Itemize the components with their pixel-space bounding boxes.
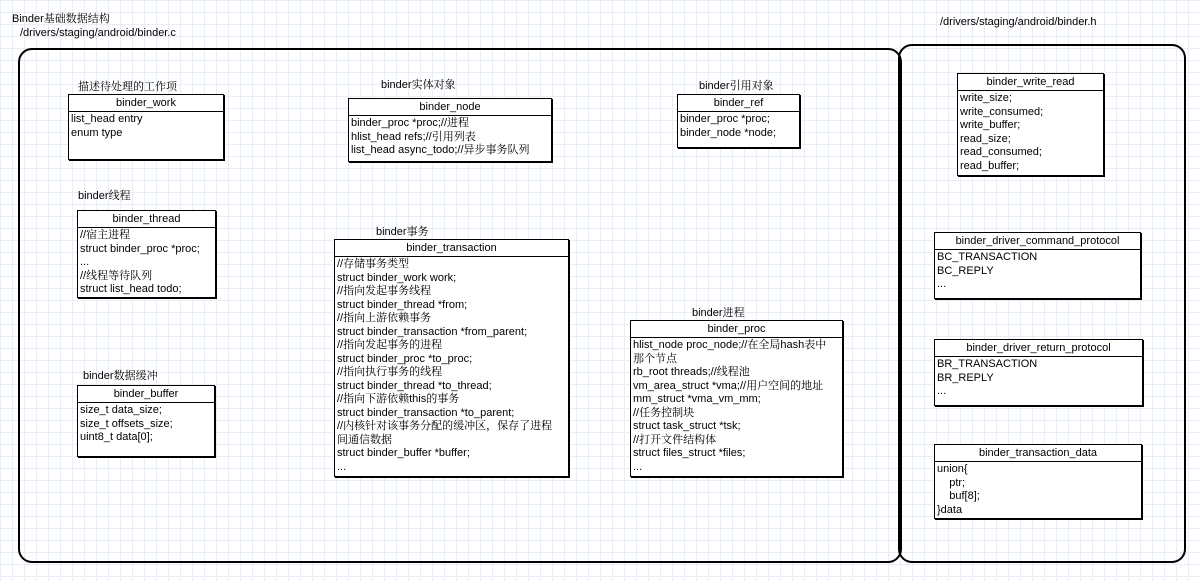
binder-transaction-data-fields <box>935 462 1141 518</box>
field-line: //指向上游依赖事务 <box>337 312 432 324</box>
field-line: read_consumed; <box>960 146 1042 158</box>
field-line: struct binder_proc *to_proc; <box>337 352 473 365</box>
field-line: 那个节点 <box>633 352 677 365</box>
binder-thread-fields <box>78 228 215 298</box>
binder-thread-caption: binder线程 <box>78 190 131 202</box>
field-line: struct binder_proc *proc; <box>80 242 200 255</box>
field-line: }data <box>937 503 963 516</box>
field-line: //宿主进程 <box>80 229 131 241</box>
field-line: binder_node *node; <box>680 126 777 139</box>
field-line: struct binder_thread *to_thread; <box>337 379 492 392</box>
binder-transaction-data-name: binder_transaction_data <box>935 445 1141 462</box>
field-line: //线程等待队列 <box>80 269 153 282</box>
binder-write-read-box[interactable] <box>957 73 1104 176</box>
binder-ref-fields <box>678 112 799 141</box>
field-line: write_consumed; <box>960 105 1044 118</box>
binder-driver-return-protocol-fields <box>935 357 1142 400</box>
binder-buffer-name: binder_buffer <box>78 386 214 403</box>
binder-thread-name: binder_thread <box>78 211 215 228</box>
field-line: //内核针对该事务分配的缓冲区，保存了进程 <box>337 420 553 432</box>
field-line: //指向发起事务的进程 <box>337 339 443 351</box>
binder-driver-command-protocol-box[interactable] <box>934 232 1141 299</box>
binder-transaction-caption: binder事务 <box>376 226 429 238</box>
field-line: struct list_head todo; <box>80 283 182 295</box>
field-line: binder_proc *proc; <box>680 113 770 125</box>
binder-work-box[interactable] <box>68 94 224 160</box>
field-line: //打开文件结构体 <box>633 433 717 446</box>
field-line: uint8_t data[0]; <box>80 431 153 443</box>
binder-node-box[interactable] <box>348 98 552 162</box>
field-line: 间通信数据 <box>337 433 392 446</box>
field-line: ... <box>937 385 947 397</box>
field-line: read_size; <box>960 132 1011 145</box>
field-line: size_t offsets_size; <box>80 417 173 430</box>
binder-driver-return-protocol-box[interactable] <box>934 339 1143 406</box>
field-line: list_head async_todo;//异步事务队列 <box>351 144 530 156</box>
field-line: struct binder_transaction *to_parent; <box>337 406 515 419</box>
field-line: ... <box>80 256 90 268</box>
field-line: //存储事务类型 <box>337 258 410 270</box>
binder-driver-command-protocol-name: binder_driver_command_protocol <box>935 233 1140 250</box>
field-line: list_head entry <box>71 113 143 125</box>
field-line: ... <box>337 460 347 473</box>
field-line: vm_area_struct *vma;//用户空间的地址 <box>633 379 824 392</box>
diagram-title: Binder基础数据结构 <box>12 13 110 25</box>
binder-buffer-fields <box>78 403 214 446</box>
field-line: //指向发起事务线程 <box>337 285 432 297</box>
field-line: hlist_node proc_node;//在全局hash表中 <box>633 339 827 351</box>
binder-thread-box[interactable] <box>77 210 216 298</box>
field-line: BR_REPLY <box>937 371 994 384</box>
binder-transaction-name: binder_transaction <box>335 240 568 257</box>
binder-transaction-data-box[interactable] <box>934 444 1142 519</box>
binder-ref-box[interactable] <box>677 94 800 148</box>
binder-ref-caption: binder引用对象 <box>699 80 774 92</box>
binder-proc-box[interactable] <box>630 320 843 477</box>
binder-driver-return-protocol-name: binder_driver_return_protocol <box>935 340 1142 357</box>
binder-transaction-box[interactable] <box>334 239 569 477</box>
field-line: struct task_struct *tsk; <box>633 420 741 432</box>
field-line: rb_root threads;//线程池 <box>633 366 750 378</box>
field-line: struct binder_work work; <box>337 271 457 284</box>
field-line: read_buffer; <box>960 159 1020 172</box>
binder-proc-fields <box>631 338 842 475</box>
binder-write-read-fields <box>958 91 1103 174</box>
binder-buffer-box[interactable] <box>77 385 215 457</box>
field-line: //任务控制块 <box>633 406 695 419</box>
binder-work-name: binder_work <box>69 95 223 112</box>
binder-write-read-name: binder_write_read <box>958 74 1103 91</box>
binder-buffer-caption: binder数据缓冲 <box>83 370 158 382</box>
field-line: write_size; <box>960 92 1012 104</box>
field-line: ... <box>937 278 947 290</box>
field-line: enum type <box>71 126 123 139</box>
field-line: union{ <box>937 463 968 475</box>
binder-proc-name: binder_proc <box>631 321 842 338</box>
field-line: write_buffer; <box>960 119 1021 131</box>
field-line: struct files_struct *files; <box>633 447 746 459</box>
binder-proc-caption: binder进程 <box>692 307 745 319</box>
binder-node-caption: binder实体对象 <box>381 79 456 91</box>
binder-transaction-fields <box>335 257 568 475</box>
source-file-h: /drivers/staging/android/binder.h <box>940 16 1097 28</box>
binder-node-fields <box>349 116 551 159</box>
field-line: struct binder_buffer *buffer; <box>337 447 470 459</box>
binder-driver-command-protocol-fields <box>935 250 1140 293</box>
field-line: BC_REPLY <box>937 264 994 277</box>
field-line: //指向执行事务的线程 <box>337 366 443 378</box>
field-line: buf[8]; <box>937 490 980 502</box>
field-line: ... <box>633 460 643 473</box>
field-line: mm_struct *vma_vm_mm; <box>633 393 761 405</box>
binder-work-caption: 描述待处理的工作项 <box>78 81 177 93</box>
binder-ref-name: binder_ref <box>678 95 799 112</box>
field-line: BR_TRANSACTION <box>937 358 1038 370</box>
source-file-c: /drivers/staging/android/binder.c <box>20 27 176 39</box>
field-line: BC_TRANSACTION <box>937 251 1038 263</box>
field-line: ptr; <box>937 476 966 489</box>
field-line: //指向下游依赖this的事务 <box>337 393 460 405</box>
binder-node-name: binder_node <box>349 99 551 116</box>
field-line: binder_proc *proc;//进程 <box>351 117 469 129</box>
binder-work-fields <box>69 112 223 141</box>
field-line: hlist_head refs;//引用列表 <box>351 130 476 143</box>
field-line: size_t data_size; <box>80 404 162 416</box>
field-line: struct binder_transaction *from_parent; <box>337 325 528 338</box>
field-line: struct binder_thread *from; <box>337 298 468 311</box>
